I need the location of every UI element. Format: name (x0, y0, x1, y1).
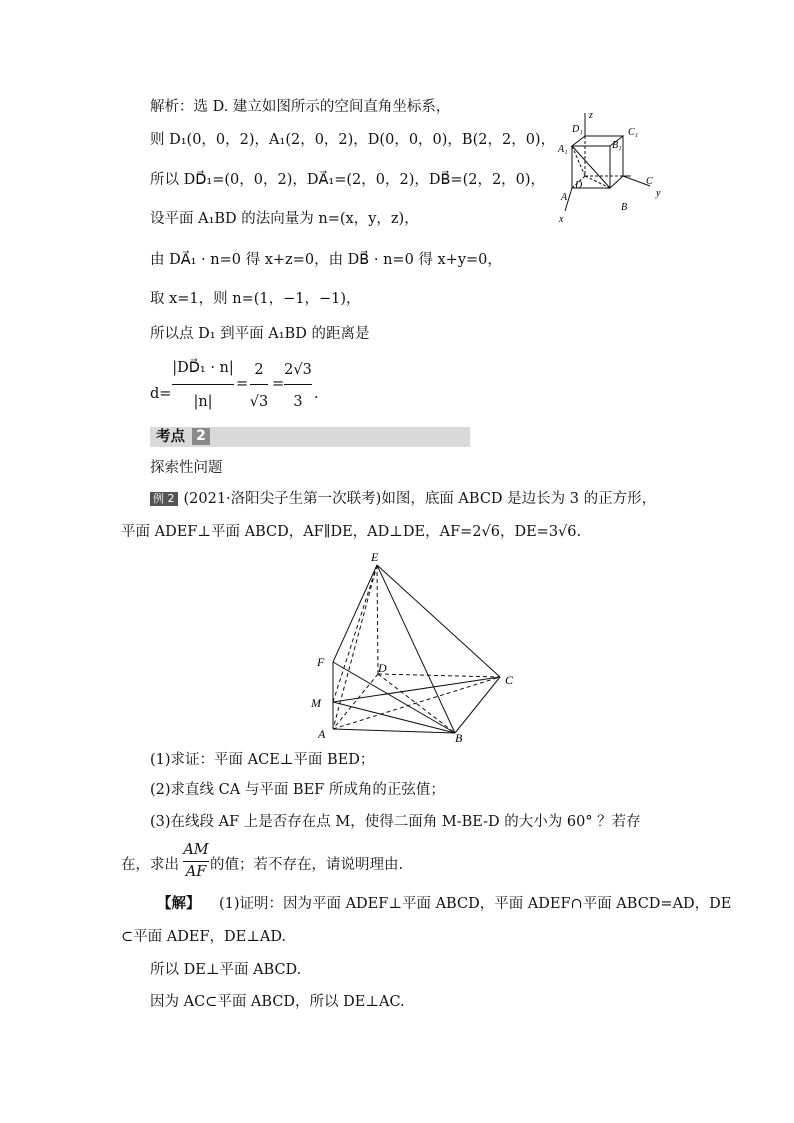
pyramid-label-E: E (371, 552, 379, 564)
solution-line-2: 则 D₁(0，0，2)，A₁(2，0，2)，D(0，0，0)，B(2，2，0)， (150, 132, 556, 148)
example-text-1: (2021·洛阳尖子生第一次联考)如图，底面 ABCD 是边长为 3 的正方形， (183, 491, 657, 507)
answer-line-2: ⊂平面 ADEF，DE⊥AD. (121, 929, 287, 945)
section-title: 探索性问题 (150, 460, 223, 476)
answer-line-1 (157, 894, 731, 914)
pyramid-label-F: F (317, 655, 325, 669)
section-number: 2 (192, 428, 210, 445)
formula-prefix: d= (150, 386, 172, 402)
cube-label-x: x (559, 214, 564, 225)
question-1: (1)求证：平面 ACE⊥平面 BED； (150, 752, 375, 768)
question-3: (3)在线段 AF 上是否存在点 M，使得二面角 M-BE-D 的大小为 60° ？若存 (150, 814, 641, 830)
formula-equals-1: = (236, 376, 249, 392)
cube-label-C: C (646, 176, 653, 187)
cube-label-A: A (561, 192, 568, 203)
formula-equals-2: = (272, 376, 285, 392)
section-header-bar (150, 427, 470, 447)
pyramid-label-M: M (311, 696, 321, 710)
example-line-1 (150, 489, 656, 509)
solution-line-3: 所以 DD⃗₁=(0，0，2)，DA⃗₁=(2，0，2)，DB⃗=(2，2，0)， (150, 172, 546, 188)
pyramid-label-D: D (378, 661, 387, 675)
cube-label-B: B (621, 202, 628, 213)
solution-line-4: 设平面 A₁BD 的法向量为 n=(x，y，z)， (150, 211, 419, 227)
answer-line-3: 所以 DE⊥平面 ABCD. (150, 962, 302, 978)
formula-numerator: |DD⃗₁ · n| (172, 360, 234, 376)
example-line-2: 平面 ADEF⊥平面 ABCD，AF∥DE，AD⊥DE，AF=2√6，DE=3√6. (121, 524, 582, 540)
answer-head: 【解】 (157, 895, 201, 912)
section-label: 考点 (156, 429, 185, 445)
pyramid-label-A: A (318, 727, 326, 741)
solution-line-7: 所以点 D₁ 到平面 A₁BD 的距离是 (150, 326, 370, 342)
cube-label-D1: D₁ (572, 124, 583, 135)
ratio-numerator: AM (183, 842, 209, 858)
formula-end: . (314, 386, 319, 402)
cube-figure (555, 108, 675, 228)
example-badge: 例 2 (150, 492, 178, 506)
solution-line-5: 由 DA⃗₁ · n=0 得 x+z=0，由 DB⃗ · n=0 得 x+y=0， (150, 252, 502, 268)
cube-label-D: D (575, 180, 583, 191)
cube-label-C1: C₁ (628, 127, 639, 138)
formula-f2-denominator: √3 (249, 394, 269, 410)
formula-f3-denominator: 3 (293, 394, 303, 410)
formula-f3-numerator: 2√3 (284, 362, 312, 378)
cube-label-A1: A₁ (558, 144, 568, 155)
pyramid-label-B: B (455, 731, 463, 744)
question-2: (2)求直线 CA 与平面 BEF 所成角的正弦值； (150, 782, 445, 798)
question-3b-prefix: 在，求出 (121, 857, 179, 873)
pyramid-label-C: C (505, 673, 514, 687)
fraction-bar (183, 861, 209, 862)
fraction-bar (172, 384, 234, 385)
answer-text-1: (1)证明：因为平面 ADEF⊥平面 ABCD，平面 ADEF∩平面 ABCD=AD，DE (218, 896, 732, 912)
cube-label-B1: B₁ (612, 140, 622, 151)
answer-line-4: 因为 AC⊂平面 ABCD，所以 DE⊥AC. (150, 994, 405, 1010)
formula-f2-numerator: 2 (254, 362, 264, 378)
pyramid-figure (310, 552, 525, 744)
formula-denominator: |n| (193, 394, 213, 410)
ratio-denominator: AF (185, 864, 207, 880)
fraction-bar (250, 384, 268, 385)
solution-line-1: 解析：选 D. 建立如图所示的空间直角坐标系， (150, 99, 451, 115)
fraction-bar (284, 384, 312, 385)
cube-label-z: z (589, 110, 593, 121)
cube-label-y: y (656, 188, 661, 199)
solution-line-6: 取 x=1，则 n=(1，−1，−1)， (150, 291, 361, 307)
question-3b-suffix: 的值；若不存在，请说明理由. (210, 857, 404, 873)
